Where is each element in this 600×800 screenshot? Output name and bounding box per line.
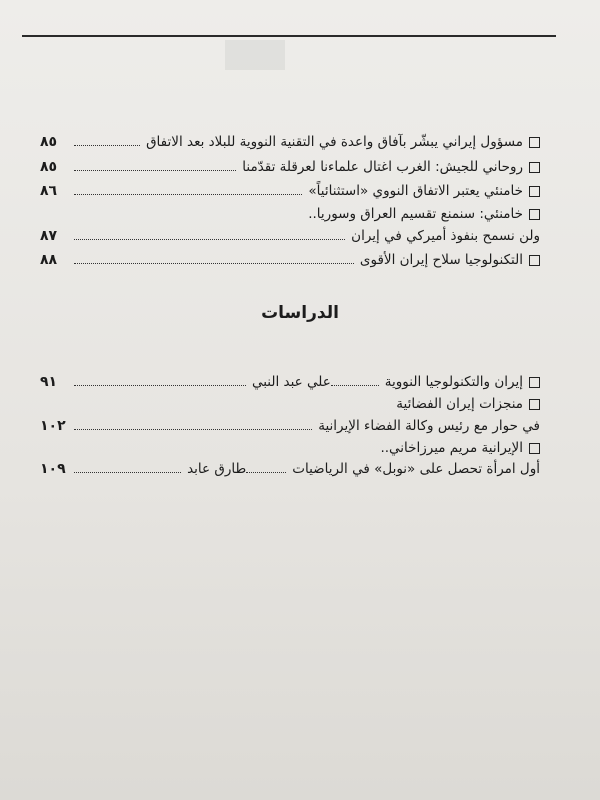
page-number: ١٠٩ bbox=[40, 461, 66, 477]
toc-entry-line2 bbox=[40, 455, 540, 479]
bleed-through-shade bbox=[225, 40, 285, 70]
checkbox-bullet-icon bbox=[529, 399, 540, 410]
entry-title: إيران والتكنولوجيا النووية bbox=[384, 374, 523, 390]
page-number: ١٠٢ bbox=[40, 418, 66, 434]
toc-entry bbox=[40, 246, 540, 270]
page-number: ٨٥ bbox=[40, 134, 58, 150]
checkbox-bullet-icon bbox=[529, 137, 540, 148]
entry-title: منجزات إيران الفضائية bbox=[396, 396, 523, 412]
leader-dots bbox=[331, 384, 379, 386]
entry-title: مسؤول إيراني يبشّر بآفاق واعدة في التقنية النووية للبلاد بعد الاتفاق bbox=[146, 134, 523, 150]
leader-dots bbox=[74, 262, 354, 264]
header-rule bbox=[22, 35, 556, 37]
page-number: ٨٨ bbox=[40, 252, 58, 268]
entry-author: علي عبد النبي bbox=[251, 374, 331, 390]
toc-entry bbox=[40, 128, 540, 152]
entry-title: روحاني للجيش: الغرب اغتال علماءنا لعرقلة تقدّمنا bbox=[242, 159, 523, 175]
toc-entry bbox=[40, 153, 540, 177]
page-number: ٩١ bbox=[40, 374, 58, 390]
leader-dots bbox=[74, 238, 345, 240]
entry-title: في حوار مع رئيس وكالة الفضاء الإيرانية bbox=[318, 418, 540, 434]
checkbox-bullet-icon bbox=[529, 162, 540, 173]
section-heading-text: الدراسات bbox=[261, 303, 339, 323]
page-number: ٨٥ bbox=[40, 159, 58, 175]
entry-title: ولن نسمح بنفوذ أميركي في إيران bbox=[351, 228, 540, 244]
entry-title: أول امرأة تحصل على «نوبل» في الرياضيات bbox=[292, 461, 540, 477]
entry-title: خامنئي يعتبر الاتفاق النووي «استثنائياً» bbox=[308, 183, 523, 199]
toc-entry-line2 bbox=[40, 412, 540, 436]
page-number: ٨٦ bbox=[40, 183, 58, 199]
leader-dots bbox=[74, 428, 312, 430]
entry-title: التكنولوجيا سلاح إيران الأقوى bbox=[359, 252, 523, 268]
toc-entry-line1 bbox=[40, 200, 540, 224]
leader-dots bbox=[74, 144, 140, 146]
page-number: ٨٧ bbox=[40, 228, 58, 244]
entry-author: طارق عابد bbox=[187, 461, 247, 477]
checkbox-bullet-icon bbox=[529, 186, 540, 197]
checkbox-bullet-icon bbox=[529, 443, 540, 454]
entry-title: الإيرانية مريم ميرزاخاني.. bbox=[380, 440, 523, 456]
checkbox-bullet-icon bbox=[529, 255, 540, 266]
toc-entry-line1 bbox=[40, 390, 540, 414]
leader-dots bbox=[74, 471, 181, 473]
toc-entry bbox=[40, 177, 540, 201]
toc-entry bbox=[40, 368, 540, 392]
leader-dots bbox=[74, 384, 246, 386]
toc-entry-line2 bbox=[40, 222, 540, 246]
checkbox-bullet-icon bbox=[529, 209, 540, 220]
leader-dots bbox=[74, 169, 236, 171]
entry-title: خامنئي: سنمنع تقسيم العراق وسوريا.. bbox=[308, 206, 523, 222]
section-heading bbox=[0, 303, 600, 323]
leader-dots bbox=[246, 471, 286, 473]
leader-dots bbox=[74, 193, 302, 195]
checkbox-bullet-icon bbox=[529, 377, 540, 388]
